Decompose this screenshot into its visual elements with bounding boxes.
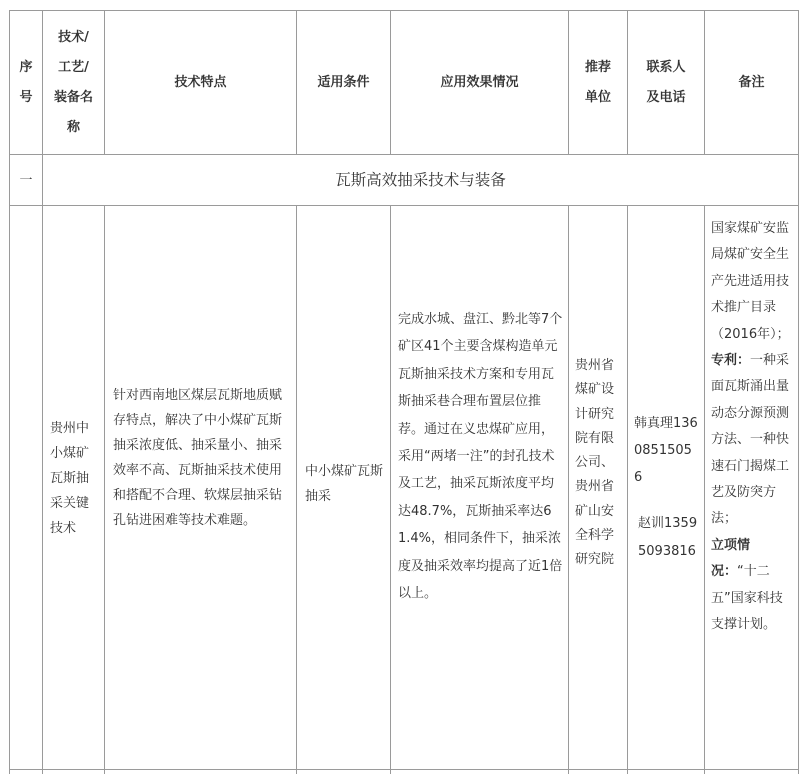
grid-line	[9, 769, 799, 770]
header-seq-label: 序号	[19, 59, 33, 105]
row-features	[113, 383, 289, 533]
row-contact-2-text: 赵训13595093816	[638, 516, 698, 559]
header-remarks	[705, 11, 798, 154]
section-seq-label: 一	[19, 172, 33, 188]
row-conditions-text: 中小煤矿瓦斯抽采	[305, 464, 384, 504]
remarks-patent-text: 一种采面瓦斯涌出量动态分源预测方法、一种快速石门揭煤工艺及防突方法；	[711, 353, 790, 527]
header-features-label: 技术特点	[174, 74, 227, 90]
section-seq	[10, 155, 42, 205]
grid-line	[704, 205, 705, 774]
header-contact-label: 联系人 及电话	[646, 59, 686, 105]
header-effects	[391, 11, 568, 154]
row-remarks	[711, 216, 793, 639]
header-recommender	[569, 11, 627, 154]
grid-line	[104, 205, 105, 774]
remarks-project	[711, 533, 793, 639]
header-tech-name-label: 技术/ 工艺/ 装备名 称	[53, 29, 93, 135]
row-effects	[398, 306, 563, 607]
header-seq	[10, 11, 42, 154]
header-features	[105, 11, 296, 154]
row-features-text: 针对西南地区煤层瓦斯地质赋存特点，解决了中小煤矿瓦斯抽采浓度低、抽采量小、抽采效率不高、瓦斯抽采技术使用和搭配不合理、软煤层抽采钻孔钻进困难等技术难题。	[113, 388, 283, 528]
remarks-patent-label: 专利：	[711, 353, 751, 369]
header-remarks-label: 备注	[738, 74, 765, 90]
row-contact-1-text: 韩真理13608515056	[634, 416, 698, 485]
grid-line	[9, 205, 799, 206]
section-title	[43, 155, 798, 205]
remarks-patent	[711, 348, 793, 533]
header-contact	[628, 11, 704, 154]
row-conditions	[305, 459, 385, 509]
header-conditions	[297, 11, 390, 154]
row-contact-2	[638, 510, 700, 566]
remarks-catalog	[711, 216, 793, 348]
row-recommender-text: 贵州省煤矿设计研究院有限公司、贵州省矿山安全科学研究院	[575, 358, 615, 568]
row-contact-1	[634, 410, 700, 491]
header-effects-label: 应用效果情况	[440, 74, 519, 90]
header-conditions-label: 适用条件	[317, 74, 370, 90]
row-effects-text: 完成水城、盘江、黔北等7个矿区41个主要含煤构造单元瓦斯抽采技术方案和专用瓦斯抽采巷合理布置层位推荐。通过在义忠煤矿应用，采用“两堵一注”的封孔技术及工艺，抽采瓦斯浓度平均达48.7%，瓦斯抽采率达61.4%，相同条件下，抽采浓度及抽采效率均提高了近1倍以上。	[398, 312, 563, 602]
row-tech-name-text: 贵州中 小煤矿 瓦斯抽 采关键 技术	[50, 421, 90, 536]
header-tech-name	[43, 11, 104, 154]
grid-line	[390, 205, 391, 774]
remarks-catalog-text: 国家煤矿安监局煤矿安全生产先进适用技术推广目录（2016年）；	[711, 221, 790, 342]
section-title-label: 瓦斯高效抽采技术与装备	[335, 170, 506, 189]
header-recommender-label: 推荐 单位	[584, 59, 611, 105]
row-tech-name	[50, 416, 102, 541]
row-recommender	[575, 354, 625, 573]
grid-line	[296, 205, 297, 774]
remarks-project-label: 立项情况：	[711, 537, 751, 580]
grid-line	[798, 10, 799, 774]
remarks-project-text: “十二五”国家科技支撑计划。	[711, 564, 783, 633]
grid-line	[627, 205, 628, 774]
grid-line	[568, 205, 569, 774]
